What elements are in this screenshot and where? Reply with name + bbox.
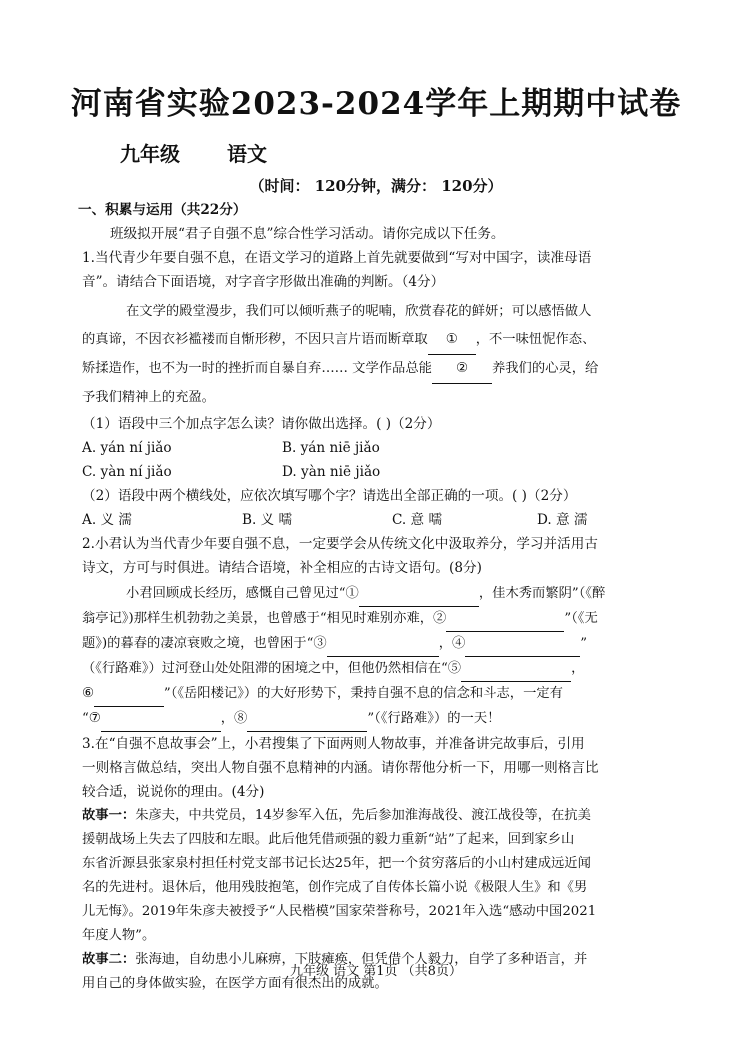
q1-passage-line3-b: 养我们的心灵，给 xyxy=(491,361,599,376)
q1-sub1-option-d[interactable]: D. yàn niē jiǎo xyxy=(282,464,381,480)
q1-passage-line3 xyxy=(82,355,672,384)
q2-passage-line4 xyxy=(82,657,672,682)
q2-line4-text-a: （《行路难》）过河登山处处阻滞的困境之中，但他仍然相信在“⑤ xyxy=(82,661,462,676)
exam-body xyxy=(78,198,672,996)
poem-blank-4[interactable] xyxy=(465,632,580,657)
q1-blank-1: ① xyxy=(428,326,476,355)
story2-label: 故事二： xyxy=(82,952,136,967)
q2-line3-text-b: ，④ xyxy=(438,636,466,651)
q1-sub2-option-b[interactable]: B. 义 嚅 xyxy=(242,512,293,528)
q1-sub1-option-c[interactable]: C. yàn ní jiǎo xyxy=(82,464,172,480)
story1-text-1: 朱彦夫，中共党员，14岁参军入伍，先后参加淮海战役、渡江战役等，在抗美 xyxy=(135,808,591,823)
q1-sub1-prompt: （1）语段中三个加点字怎么读？请你做出选择。( )（2分） xyxy=(82,416,441,432)
q1-sub2-prompt: （2）语段中两个横线处，应依次填写哪个字？请选出全部正确的一项。( )（2分） xyxy=(82,488,577,504)
q2-passage-line3 xyxy=(82,632,672,657)
q2-line1-text-b: ，佳木秀而繁阴”（《醉 xyxy=(478,586,606,601)
q3-prompt-line1: 3.在“自强不息故事会”上，小君搜集了下面两则人物故事，并准备讲完故事后，引用 xyxy=(82,736,585,752)
grade-subject xyxy=(120,138,307,167)
q2-line6-text-a: “⑦ xyxy=(82,711,101,726)
q1-passage-line2 xyxy=(82,326,672,355)
q1-blank-2: ② xyxy=(432,355,492,384)
q2-passage-line6 xyxy=(82,707,672,732)
story1-line5: 儿无悔》。2019年朱彦夫被授予“人民楷模”国家荣誉称号，2021年入选“感动中国2021 xyxy=(82,904,597,919)
time-score-info: （时间： 120分钟，满分： 120分） xyxy=(249,177,503,195)
story1-label: 故事一： xyxy=(82,808,136,823)
q1-prompt-line1: 1.当代青少年要自强不息，在语文学习的道路上首先就要做到“写对中国字，读准母语 xyxy=(82,250,592,266)
q2-line4-text-b: ， xyxy=(571,661,585,676)
q1-passage-line2-b: ，不一味忸怩作态、 xyxy=(475,332,596,347)
q1-sub1-option-a[interactable]: A. yán ní jiǎo xyxy=(82,440,172,456)
story1-line1 xyxy=(82,804,672,828)
story2-text-1: 张海迪，自幼患小儿麻痹，下肢瘫痪，但凭借个人毅力，自学了多种语言，并 xyxy=(135,952,588,967)
q1-passage-line4: 予我们精神上的充盈。 xyxy=(82,390,215,405)
subject-label: 语文 xyxy=(226,142,267,166)
poem-blank-3[interactable] xyxy=(327,632,439,657)
q1-sub2-option-d[interactable]: D. 意 濡 xyxy=(537,512,588,528)
poem-blank-8[interactable] xyxy=(247,707,367,732)
q1-prompt-line2: 音”。请结合下面语境，对字音字形做出准确的判断。（4分） xyxy=(82,274,445,290)
story1-line3: 东省沂源县张家泉村担任村党支部书记长达25年，把一个贫穷落后的小山村建成远近闻 xyxy=(82,856,591,871)
q2-line5-text-b: ”（《岳阳楼记》）的大好形势下，秉持自强不息的信念和斗志，一定有 xyxy=(163,686,563,701)
q1-sub2-options xyxy=(82,508,672,532)
story2-line2: 用自己的身体做实验，在医学方面有很杰出的成就。 xyxy=(82,976,388,991)
q2-line3-text-a: 题》)的暮春的凄凉衰败之境，也曾困于“③ xyxy=(82,636,327,651)
q3-prompt-line2: 一则格言做总结，突出人物自强不息精神的内涵。请你帮他分析一下，用哪一则格言比 xyxy=(82,760,599,776)
poem-blank-2[interactable] xyxy=(446,607,564,632)
q1-sub1-option-b[interactable]: B. yán niē jiǎo xyxy=(282,440,380,456)
q1-sub2-option-c[interactable]: C. 意 嚅 xyxy=(392,512,443,528)
poem-blank-6[interactable] xyxy=(94,682,164,707)
exam-title: 河南省实验2023-2024学年上期期中试卷 xyxy=(70,86,682,122)
page-footer: 九年级 语文 第1页 （共8页） xyxy=(290,964,462,979)
story1-line6: 年度人物”。 xyxy=(82,928,156,943)
section-heading: 一、积累与运用（共22分） xyxy=(78,202,247,218)
q2-line6-text-c: ”（《行路难》）的一天！ xyxy=(367,711,501,726)
q2-passage-line2 xyxy=(82,607,672,632)
q2-passage-line5 xyxy=(82,682,672,707)
q2-prompt-line2: 诗文，方可与时俱进。请结合语境，补全相应的古诗文语句。(8分) xyxy=(82,560,482,576)
poem-blank-1[interactable] xyxy=(359,582,479,607)
q3-prompt-line3: 较合适，说说你的理由。(4分) xyxy=(82,784,265,800)
q2-line5-text-a: ⑥ xyxy=(82,686,94,701)
q1-passage-line2-a: 的真谛，不因衣衫褴褛而自惭形秽，不因只言片语而断章取 xyxy=(82,332,428,347)
poem-blank-5[interactable] xyxy=(461,657,571,682)
grade-label: 九年级 xyxy=(120,142,180,166)
q2-line3-text-c: ” xyxy=(580,636,588,651)
poem-blank-7[interactable] xyxy=(101,707,221,732)
story1-line2: 援朝战场上失去了四肢和左眼。此后他凭借顽强的毅力重新“站”了起来，回到家乡山 xyxy=(82,832,575,847)
section-intro: 班级拟开展“君子自强不息”综合性学习活动。请你完成以下任务。 xyxy=(110,226,505,242)
q2-passage-line1 xyxy=(82,582,672,607)
q2-prompt-line1: 2.小君认为当代青少年要自强不息，一定要学会从传统文化中汲取养分，学习并活用古 xyxy=(82,536,598,552)
q2-line1-text-a: 小君回顾成长经历，感慨自己曾见过“① xyxy=(126,586,359,601)
q1-passage-line3-a: 矫揉造作，也不为一时的挫折而自暴自弃…… 文学作品总能 xyxy=(82,361,432,376)
story1-line4: 名的先进村。退休后，他用残肢抱笔，创作完成了自传体长篇小说《极限人生》和《男 xyxy=(82,880,588,895)
q2-line2-text-a: 翁亭记》)那样生机勃勃之美景，也曾感于“相见时难别亦难，② xyxy=(82,611,447,626)
q1-passage-line1: 在文学的殿堂漫步，我们可以倾听燕子的呢喃，欣赏春花的鲜妍；可以感悟做人 xyxy=(126,304,592,319)
q1-sub1-options-row2 xyxy=(82,460,672,484)
q2-line6-text-b: ，⑧ xyxy=(220,711,248,726)
q1-sub1-options-row1 xyxy=(82,436,672,460)
q2-line2-text-b: ”（《无 xyxy=(564,611,598,626)
q1-sub2-option-a[interactable]: A. 义 濡 xyxy=(82,512,132,528)
